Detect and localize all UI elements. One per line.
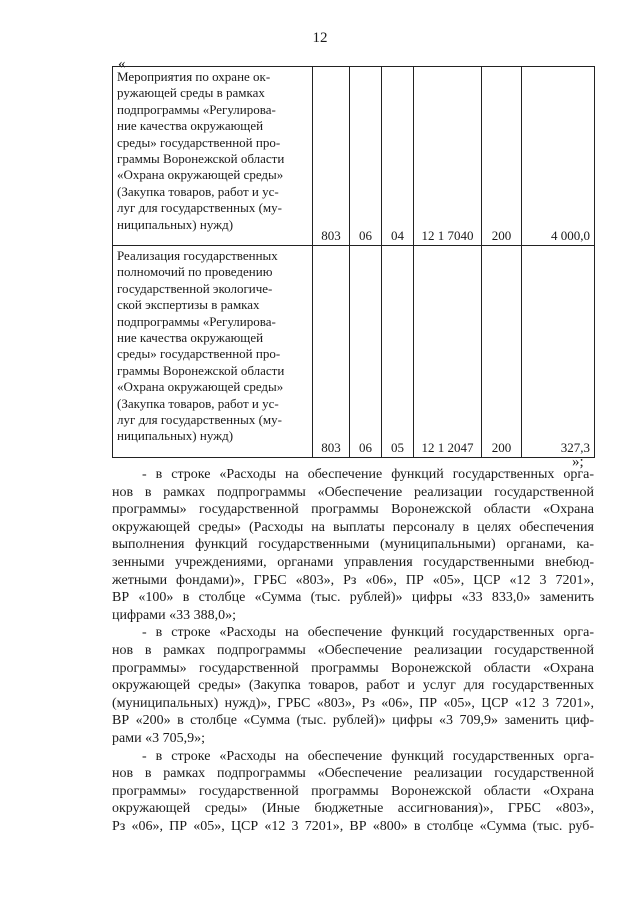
budget-table bbox=[112, 66, 595, 458]
row-name-line: граммы Воронежской области bbox=[117, 151, 285, 167]
row-name-line: Реализация государственных bbox=[117, 248, 278, 263]
paragraph-line: программы» государственной программы Воронежской области «Охрана bbox=[112, 660, 594, 676]
amendment-paragraphs bbox=[112, 466, 594, 835]
paragraph-line: Рз «06», ПР «05», ЦСР «12 3 7201», ВР «800» в столбце «Сумма (тыс. руб- bbox=[112, 818, 594, 834]
amendment-paragraph bbox=[112, 624, 594, 747]
pr-cell: 04 bbox=[382, 67, 414, 246]
row-name-line: ниципальных) нужд) bbox=[117, 428, 234, 444]
vr-cell: 200 bbox=[482, 246, 522, 458]
row-name-line: луг для государственных (му- bbox=[117, 200, 282, 216]
rz-cell: 06 bbox=[350, 246, 382, 458]
row-name-line: среды» государственной про- bbox=[117, 346, 281, 362]
paragraph-line: (муниципальных) нужд)», ГРБС «803», Рз «06», ПР «05», ЦСР «12 3 7201», bbox=[112, 695, 594, 711]
paragraph-line: нов в рамках подпрограммы «Обеспечение реализации государственной bbox=[112, 484, 594, 500]
amendment-paragraph bbox=[112, 748, 594, 836]
row-name-line: «Охрана окружающей среды» bbox=[117, 379, 284, 395]
row-name-cell bbox=[113, 67, 313, 246]
row-name-line: среды» государственной про- bbox=[117, 134, 281, 150]
paragraph-line: нов в рамках подпрограммы «Обеспечение реализации государственной bbox=[112, 642, 594, 658]
row-name-line: луг для государственных (му- bbox=[117, 412, 282, 428]
paragraph-line: окружающей среды» (Расходы на выплаты персоналу в целях обеспечения bbox=[112, 519, 594, 535]
row-name-line: «Охрана окружающей среды» bbox=[117, 167, 284, 183]
row-name-line: ской экспертизы в рамках bbox=[117, 297, 260, 313]
pr-cell: 05 bbox=[382, 246, 414, 458]
paragraph-line: ВР «100» в столбце «Сумма (тыс. рублей)» цифры «33 833,0» заменить bbox=[112, 590, 594, 606]
csr-cell: 12 1 7040 bbox=[414, 67, 482, 246]
row-name-line: ружающей среды в рамках bbox=[117, 85, 265, 101]
paragraph-line: программы» государственной программы Воронежской области «Охрана bbox=[112, 502, 594, 518]
grbs-cell: 803 bbox=[313, 67, 350, 246]
vr-cell: 200 bbox=[482, 67, 522, 246]
opening-quote-mark: « bbox=[118, 56, 126, 72]
paragraph-line: цифрами «33 388,0»; bbox=[112, 607, 237, 623]
paragraph-line: окружающей среды» (Закупка товаров, работ и услуг для государственных bbox=[112, 678, 594, 694]
row-name-line: ниципальных) нужд) bbox=[117, 216, 234, 232]
row-name-line: подпрограммы «Регулирова- bbox=[117, 101, 276, 117]
paragraph-line: программы» государственной программы Воронежской области «Охрана bbox=[112, 783, 594, 799]
row-name-line: ние качества окружающей bbox=[117, 330, 264, 346]
grbs-cell: 803 bbox=[313, 246, 350, 458]
row-name-line: Мероприятия по охране ок- bbox=[117, 69, 271, 84]
csr-cell: 12 1 2047 bbox=[414, 246, 482, 458]
paragraph-line: окружающей среды» (Иные бюджетные ассигнования)», ГРБС «803», bbox=[112, 801, 594, 817]
sum-cell: 327,3 bbox=[522, 246, 595, 458]
sum-cell: 4 000,0 bbox=[522, 67, 595, 246]
row-name-line: (Закупка товаров, работ и ус- bbox=[117, 183, 279, 199]
row-name-line: подпрограммы «Регулирова- bbox=[117, 313, 276, 329]
row-name-line: полномочий по проведению bbox=[117, 264, 273, 280]
row-name-line: государственной экологиче- bbox=[117, 280, 273, 296]
paragraph-line: зенными учреждениями, органами управления государственными внебюд- bbox=[112, 554, 594, 570]
paragraph-line: - в строке «Расходы на обеспечение функций государственных орга- bbox=[142, 625, 594, 641]
amendment-paragraph bbox=[112, 466, 594, 624]
paragraph-line: жетными фондами)», ГРБС «803», Рз «06», ПР «05», ЦСР «12 3 7201», bbox=[112, 572, 594, 588]
paragraph-line: рами «3 705,9»; bbox=[112, 730, 205, 746]
paragraph-line: ВР «200» в столбце «Сумма (тыс. рублей)» цифры «3 709,9» заменить циф- bbox=[112, 713, 594, 729]
row-name-line: (Закупка товаров, работ и ус- bbox=[117, 395, 279, 411]
paragraph-line: нов в рамках подпрограммы «Обеспечение реализации государственной bbox=[112, 766, 594, 782]
paragraph-line: выполнения функций государственными (муниципальными) органами, ка- bbox=[112, 537, 594, 553]
row-name-line: ние качества окружающей bbox=[117, 118, 264, 134]
paragraph-line: - в строке «Расходы на обеспечение функций государственных орга- bbox=[142, 748, 594, 764]
row-name-cell bbox=[113, 246, 313, 458]
page-number: 12 bbox=[312, 30, 328, 46]
table-row bbox=[113, 67, 595, 246]
rz-cell: 06 bbox=[350, 67, 382, 246]
table-row bbox=[113, 246, 595, 458]
closing-quote-mark: »; bbox=[572, 454, 584, 470]
row-name-line: граммы Воронежской области bbox=[117, 362, 285, 378]
paragraph-line: - в строке «Расходы на обеспечение функций государственных орга- bbox=[142, 467, 594, 482]
